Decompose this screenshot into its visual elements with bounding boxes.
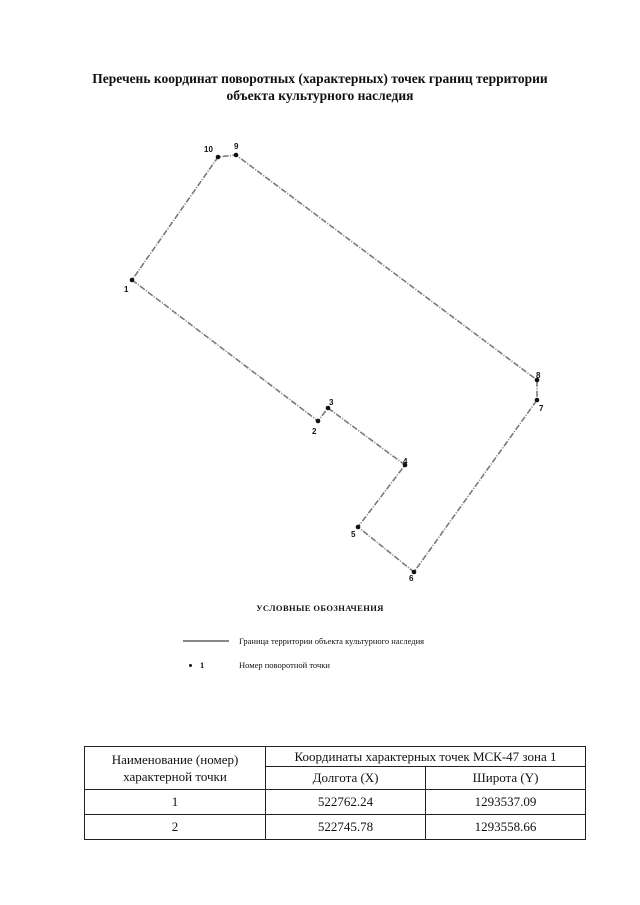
coordinates-table [84,746,586,840]
header-point-name: Наименование (номер) характерной точки [85,747,266,790]
row-1-y: 1293537.09 [426,790,586,815]
title-line-1: Перечень координат поворотных (характерных) точек границ территории [92,71,548,86]
point-marker-1 [130,278,135,283]
row-2-name: 2 [85,815,266,840]
legend-point-sample [183,660,229,670]
point-label-4: 4 [403,457,408,466]
point-label-6: 6 [409,574,414,583]
table-header-row [85,747,586,767]
table-row [85,790,586,815]
point-label-8: 8 [536,371,541,380]
point-marker-5 [356,525,361,530]
row-1-x: 522762.24 [266,790,426,815]
point-marker-7 [535,398,540,403]
point-marker-9 [234,153,239,158]
row-1-name: 1 [85,790,266,815]
row-2-x: 522745.78 [266,815,426,840]
legend-point-label: Номер поворотной точки [239,660,330,670]
legend-boundary-label: Граница территории объекта культурного наследия [239,636,425,646]
table-row [85,815,586,840]
legend-title: УСЛОВНЫЕ ОБОЗНАЧЕНИЯ [256,603,384,613]
point-label-1: 1 [124,285,129,294]
legend-boundary-row [183,636,424,646]
boundary-polygon [132,155,537,572]
legend-point-number: 1 [200,660,205,670]
point-label-10: 10 [204,145,213,154]
legend-boundary-line [183,640,229,642]
point-label-3: 3 [329,398,334,407]
point-label-2: 2 [312,427,317,436]
point-label-9: 9 [234,142,239,151]
title-line-2: объекта культурного наследия [226,88,414,103]
header-y: Широта (Y) [426,767,586,790]
row-2-y: 1293558.66 [426,815,586,840]
header-x: Долгота (X) [266,767,426,790]
header-coordinates: Координаты характерных точек МСК-47 зона 1 [266,747,586,767]
point-label-5: 5 [351,530,356,539]
legend-point-row [183,660,330,670]
point-label-7: 7 [539,404,544,413]
legend-point-dot [189,664,192,667]
point-marker-10 [216,155,221,160]
point-marker-2 [316,419,321,424]
